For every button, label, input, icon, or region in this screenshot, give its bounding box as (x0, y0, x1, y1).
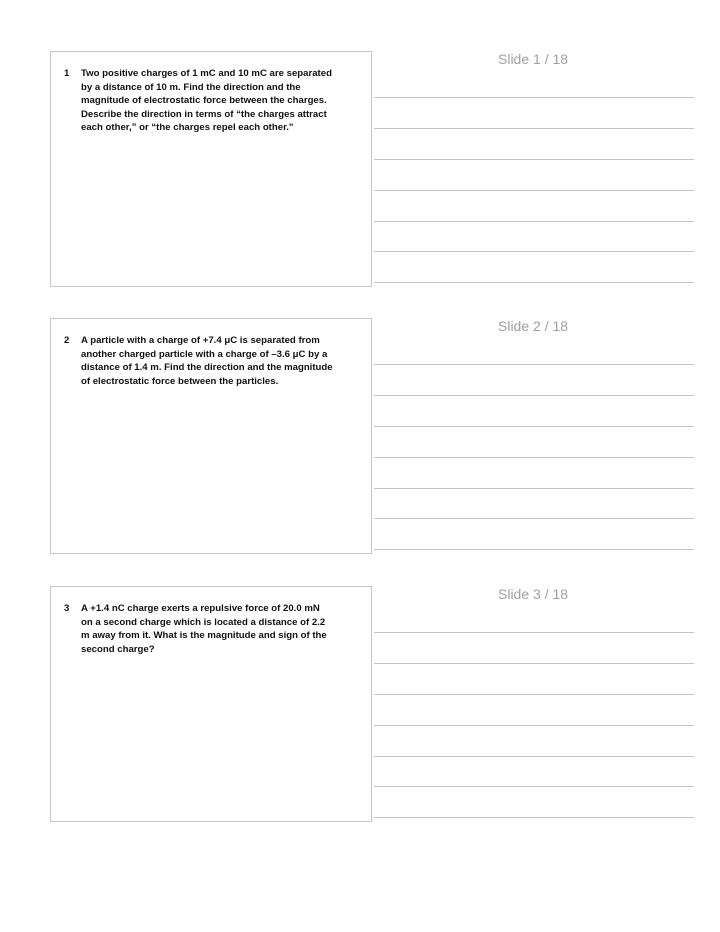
slide-thumbnail (50, 51, 372, 287)
note-line (374, 549, 694, 550)
note-line (374, 817, 694, 818)
slide-block-3 (0, 586, 720, 866)
question-number: 1 (64, 68, 70, 79)
slide-question (64, 67, 334, 135)
question-text: Two positive charges of 1 mC and 10 mC are separated by a distance of 10 m. Find the direction and the magnitude of electrostatic force between the charges. Describe the direction in terms of “the charges attract each other,” or “the charges repel each other." (81, 68, 332, 133)
note-line (374, 221, 694, 222)
note-line (374, 786, 694, 787)
question-text: A +1.4 nC charge exerts a repulsive force of 20.0 mN on a second charge which is located a distance of 2.2 m away from it. What is the magnitude and sign of the second charge? (81, 603, 327, 655)
note-line (374, 282, 694, 283)
note-line (374, 457, 694, 458)
slide-question (64, 334, 334, 388)
note-line (374, 518, 694, 519)
note-line (374, 632, 694, 633)
note-line (374, 756, 694, 757)
note-line (374, 364, 694, 365)
note-line (374, 128, 694, 129)
slide-question (64, 602, 334, 656)
note-line (374, 159, 694, 160)
question-number: 2 (64, 335, 70, 346)
slide-label: Slide 2 / 18 (498, 318, 569, 334)
note-line (374, 694, 694, 695)
slide-thumbnail (50, 318, 372, 554)
question-text: A particle with a charge of +7.4 μC is separated from another charged particle with a charge of –3.6 μC by a distance of 1.4 m. Find the direction and the magnitude of electrostatic force between the particles. (81, 335, 333, 387)
note-line (374, 395, 694, 396)
question-number: 3 (64, 603, 70, 614)
note-line (374, 725, 694, 726)
note-line (374, 190, 694, 191)
slide-block-1 (0, 51, 720, 331)
slide-thumbnail (50, 586, 372, 822)
note-line (374, 251, 694, 252)
slide-label: Slide 3 / 18 (498, 586, 569, 602)
note-line (374, 97, 694, 98)
note-line (374, 426, 694, 427)
note-line (374, 663, 694, 664)
note-line (374, 488, 694, 489)
slide-label: Slide 1 / 18 (498, 51, 569, 67)
slide-block-2 (0, 318, 720, 598)
